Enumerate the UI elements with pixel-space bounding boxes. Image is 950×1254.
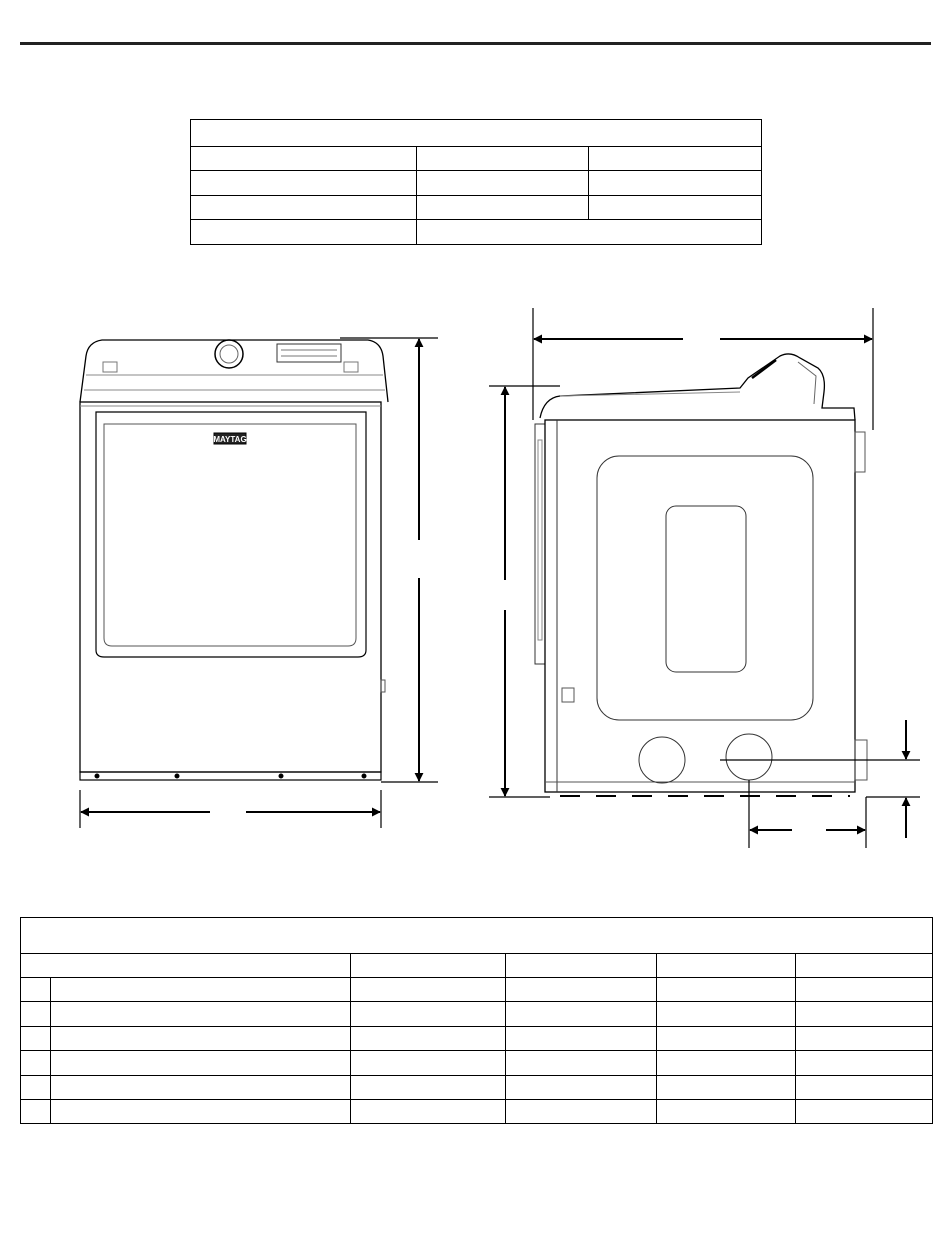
- cycle-knob-icon: [215, 340, 243, 368]
- table-cell: [21, 1026, 51, 1050]
- front-view: [80, 340, 388, 780]
- table-cell: [657, 1026, 796, 1050]
- table-cell: [506, 1002, 657, 1026]
- column-header: [796, 954, 933, 978]
- dimension-table-title: [21, 918, 933, 954]
- table-cell: [21, 1051, 51, 1075]
- table-cell: [796, 1075, 933, 1099]
- brand-plate-text: MAYTAG: [213, 435, 247, 444]
- table-cell: [51, 1099, 351, 1123]
- table-cell: [506, 978, 657, 1002]
- table-cell: [657, 978, 796, 1002]
- table-cell: [21, 1002, 51, 1026]
- table-cell: [796, 1099, 933, 1123]
- table-cell: [51, 1075, 351, 1099]
- table-row: [21, 1051, 933, 1075]
- table-cell: [351, 1075, 506, 1099]
- table-cell: [351, 1099, 506, 1123]
- table-cell: [351, 1051, 506, 1075]
- table-cell: [796, 1002, 933, 1026]
- table-cell: [506, 1026, 657, 1050]
- table-cell: [51, 1026, 351, 1050]
- table-cell: [796, 1026, 933, 1050]
- control-display-icon: [277, 344, 341, 362]
- table-cell: [351, 1002, 506, 1026]
- table-cell: [796, 978, 933, 1002]
- dimension-table: [20, 917, 933, 1124]
- table-row: [21, 1026, 933, 1050]
- column-header: [657, 954, 796, 978]
- table-cell: [506, 1099, 657, 1123]
- column-header: [351, 954, 506, 978]
- side-view: [535, 354, 867, 796]
- table-cell: [657, 1051, 796, 1075]
- table-cell: [506, 1051, 657, 1075]
- table-cell: [51, 978, 351, 1002]
- table-row: [21, 1075, 933, 1099]
- table-cell: [657, 1075, 796, 1099]
- table-cell: [351, 1026, 506, 1050]
- table-cell: [21, 1099, 51, 1123]
- table-cell: [21, 978, 51, 1002]
- table-row: [21, 978, 933, 1002]
- table-cell: [506, 1075, 657, 1099]
- dimension-table-header-row: [21, 954, 933, 978]
- table-cell: [657, 1099, 796, 1123]
- column-header: [506, 954, 657, 978]
- table-row: [21, 1002, 933, 1026]
- table-cell: [351, 978, 506, 1002]
- table-cell: [51, 1002, 351, 1026]
- column-header: [21, 954, 351, 978]
- table-row: [21, 1099, 933, 1123]
- table-cell: [51, 1051, 351, 1075]
- table-cell: [796, 1051, 933, 1075]
- table-cell: [21, 1075, 51, 1099]
- table-cell: [657, 1002, 796, 1026]
